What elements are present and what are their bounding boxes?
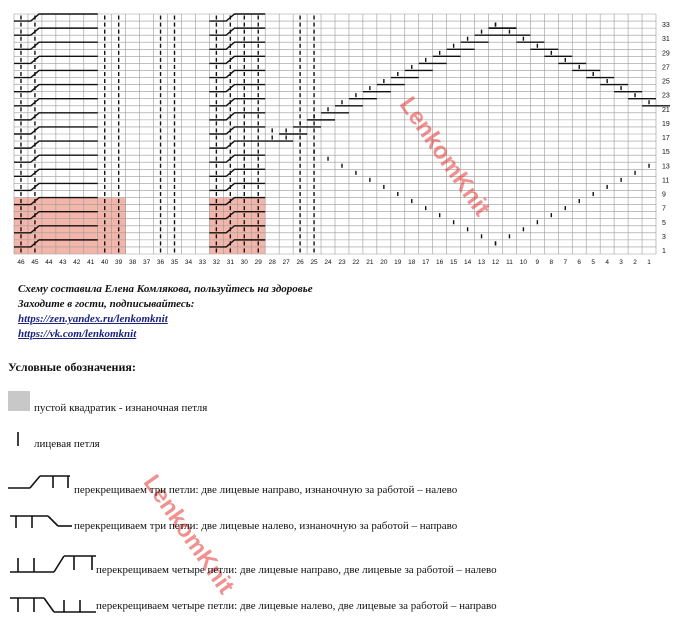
col-label: 43 <box>59 259 67 266</box>
col-label: 5 <box>591 259 596 266</box>
row-label: 33 <box>662 22 670 30</box>
col-label: 40 <box>101 259 109 266</box>
zen-link[interactable]: https://zen.yandex.ru/lenkomknit <box>18 313 168 325</box>
row-label: 25 <box>662 78 670 86</box>
col-label: 8 <box>549 259 554 266</box>
legend-text-purl: пустой квадратик - изнаночная петля <box>34 402 208 414</box>
legend-text-cross4-right: перекрещиваем четыре петли: две лицевые направо, две лицевые за работой – налево <box>96 564 497 576</box>
col-label: 10 <box>519 259 528 266</box>
watermark-legend: LenkomKnit <box>137 470 240 600</box>
col-label: 31 <box>226 259 234 266</box>
legend-title: Условные обозначения: <box>8 360 136 374</box>
col-label: 2 <box>633 259 637 266</box>
row-label: 17 <box>662 135 670 143</box>
author-credit <box>18 282 313 342</box>
col-label: 44 <box>45 259 53 266</box>
empty-square-icon <box>8 390 32 414</box>
row-label: 5 <box>662 219 666 227</box>
legend-text-cross3-left: перекрещиваем три петли: две лицевые налево, изнаночную за работой – направо <box>74 520 458 532</box>
knit-stitch-icon <box>8 430 32 454</box>
col-label: 36 <box>156 259 165 266</box>
row-label: 9 <box>662 191 666 199</box>
col-label: 6 <box>577 259 582 266</box>
row-label: 31 <box>662 36 670 44</box>
col-label: 4 <box>605 259 609 266</box>
col-label: 27 <box>282 259 290 266</box>
col-label: 7 <box>563 259 568 266</box>
row-label: 21 <box>662 106 670 114</box>
row-label: 11 <box>662 177 670 185</box>
legend-item-cross4-right <box>8 552 668 582</box>
row-label: 7 <box>662 205 666 213</box>
col-label: 12 <box>491 259 500 266</box>
row-label: 3 <box>662 233 666 241</box>
col-label: 15 <box>450 259 458 266</box>
col-label: 9 <box>535 259 540 266</box>
credit-line-2: Заходите в гости, подписывайтесь: <box>18 298 195 310</box>
col-label: 39 <box>115 259 123 266</box>
col-label: 41 <box>87 259 95 266</box>
col-label: 20 <box>380 259 388 266</box>
col-label: 16 <box>436 259 444 266</box>
col-label: 11 <box>506 259 513 266</box>
col-label: 37 <box>142 259 151 266</box>
col-label: 29 <box>254 259 262 266</box>
row-label: 29 <box>662 50 670 58</box>
row-label: 1 <box>662 248 666 255</box>
cross-4-right-icon <box>8 552 98 582</box>
cross-3-left-icon <box>8 510 78 538</box>
col-label: 45 <box>31 259 39 266</box>
legend-item-knit <box>8 430 608 454</box>
col-label: 3 <box>619 259 623 266</box>
cross-4-left-icon <box>8 594 98 624</box>
col-label: 32 <box>212 259 220 266</box>
credit-line-1: Схему составила Елена Комлякова, пользуйтесь на здоровье <box>18 283 313 295</box>
col-label: 25 <box>310 259 318 266</box>
col-label: 1 <box>647 259 651 266</box>
col-label: 30 <box>240 259 248 266</box>
row-label: 23 <box>662 92 670 100</box>
col-label: 35 <box>170 259 179 266</box>
col-label: 46 <box>17 259 25 266</box>
col-label: 23 <box>338 259 346 266</box>
knitting-chart <box>0 0 690 270</box>
col-label: 18 <box>408 259 416 266</box>
cross-3-right-icon <box>8 470 78 498</box>
col-label: 13 <box>477 259 486 266</box>
vk-link[interactable]: https://vk.com/lenkomknit <box>18 328 137 340</box>
row-label: 19 <box>662 120 670 128</box>
row-label: 27 <box>662 64 670 72</box>
row-label: 13 <box>662 163 670 171</box>
legend-item-cross3-left <box>8 510 648 538</box>
row-label: 15 <box>662 149 670 157</box>
col-label: 42 <box>73 259 81 266</box>
col-label: 26 <box>296 259 304 266</box>
col-label: 28 <box>268 259 276 266</box>
col-label: 38 <box>129 259 137 266</box>
legend-item-purl <box>8 390 608 414</box>
legend-text-knit: лицевая петля <box>34 438 100 450</box>
legend-item-cross4-left <box>8 594 668 624</box>
col-label: 22 <box>352 259 360 266</box>
col-label: 14 <box>463 259 472 266</box>
watermark-chart: LenkomKnit <box>393 92 496 222</box>
col-label: 34 <box>184 259 193 266</box>
col-label: 19 <box>394 259 402 266</box>
legend-text-cross4-left: перекрещиваем четыре петли: две лицевые налево, две лицевые за работой – направо <box>96 600 497 612</box>
col-label: 17 <box>422 259 430 266</box>
legend-text-cross3-right: перекрещиваем три петли: две лицевые направо, изнаночную за работой – налево <box>74 484 458 496</box>
col-label: 33 <box>198 259 207 266</box>
col-label: 24 <box>324 259 332 266</box>
col-label: 21 <box>366 259 374 266</box>
legend-item-cross3-right <box>8 470 648 498</box>
